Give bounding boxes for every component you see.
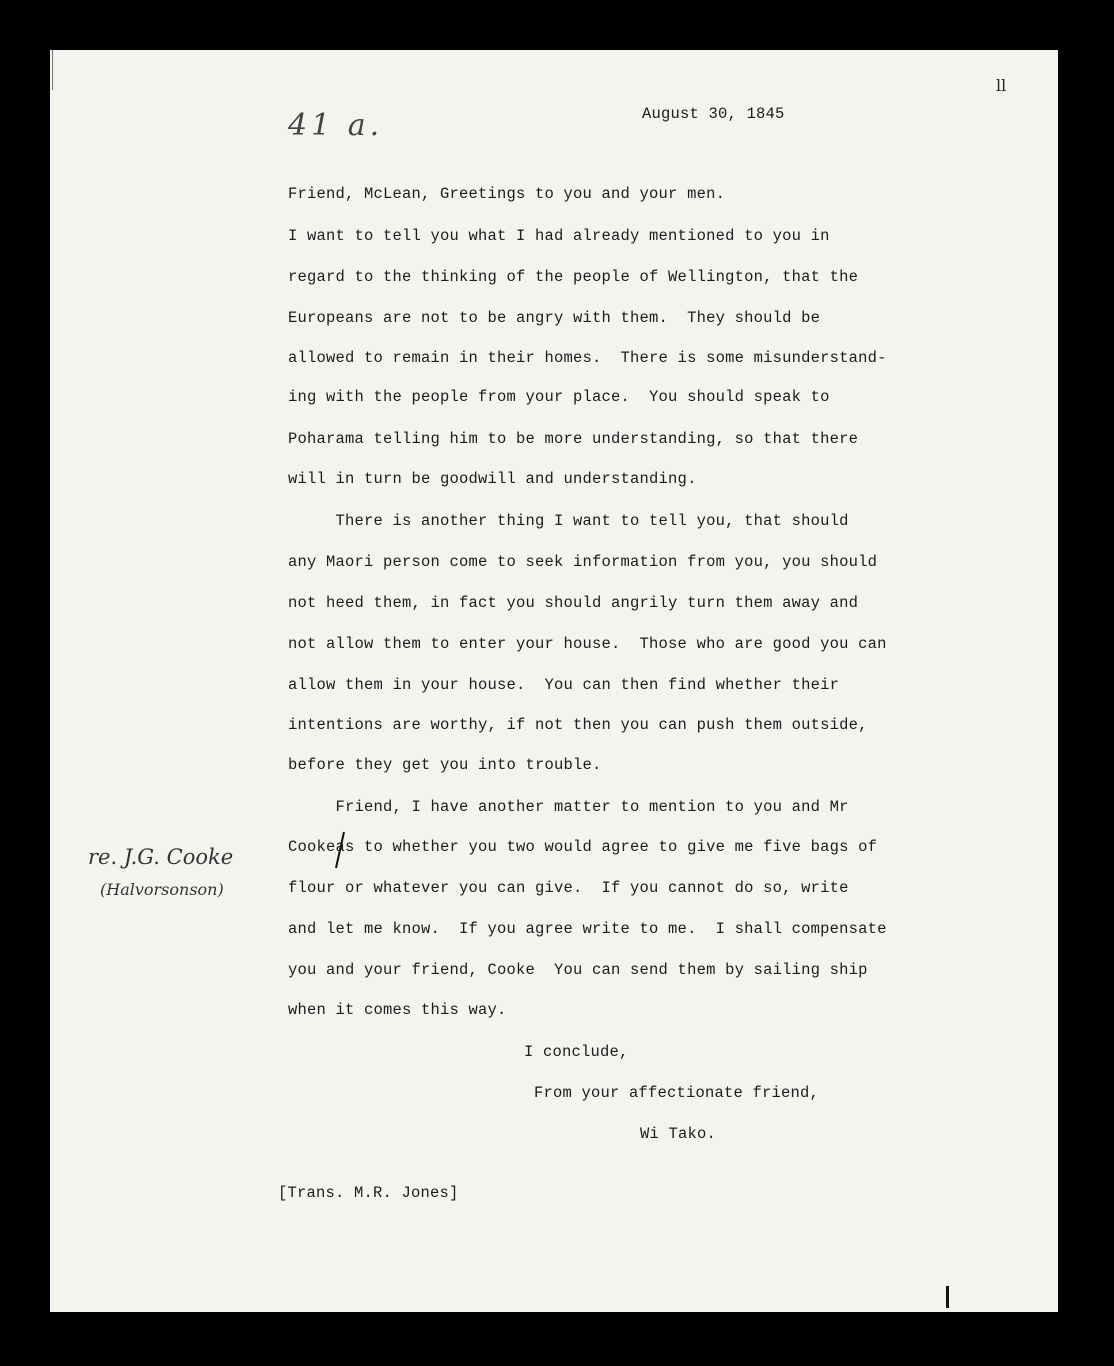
letter-date: August 30, 1845 (642, 105, 785, 123)
text-line: Poharama telling him to be more understanding, so that there (288, 430, 859, 448)
text-line: regard to the thinking of the people of Wellington, that the (288, 268, 859, 286)
text-line: I want to tell you what I had already mentioned to you in (288, 227, 830, 245)
document-page (50, 50, 1058, 1312)
salutation: Friend, McLean, Greetings to you and your men. (288, 185, 726, 203)
text-line: when it comes this way. (288, 1001, 507, 1019)
text-line: and let me know. If you agree write to me. I shall compensate (288, 920, 887, 938)
text-line: not allow them to enter your house. Those who are good you can (288, 635, 887, 653)
margin-note-line1: re. J.G. Cooke (88, 845, 234, 869)
text-line: ing with the people from your place. You should speak to (288, 388, 830, 406)
text-line: before they get you into trouble. (288, 756, 602, 774)
text-line: Europeans are not to be angry with them. They should be (288, 309, 821, 327)
closing-line: From your affectionate friend, (534, 1084, 820, 1102)
corner-mark: ll (996, 76, 1007, 95)
strike-mark-icon (330, 830, 350, 870)
text-line: any Maori person come to seek information from you, you should (288, 553, 878, 571)
text-line: Cookeas to whether you two would agree to give me five bags of (288, 838, 878, 856)
margin-tick (52, 50, 53, 90)
text-line: flour or whatever you can give. If you cannot do so, write (288, 879, 849, 897)
text-line: allow them in your house. You can then find whether their (288, 676, 840, 694)
margin-tick (946, 1286, 949, 1308)
text-line: intentions are worthy, if not then you can push them outside, (288, 716, 868, 734)
folio-annotation: 41 a. (288, 108, 384, 143)
text-line: will in turn be goodwill and understanding. (288, 470, 697, 488)
text-line: There is another thing I want to tell you, that should (288, 512, 849, 530)
text-line: you and your friend, Cooke You can send them by sailing ship (288, 961, 868, 979)
closing-line: I conclude, (524, 1043, 629, 1061)
margin-note-line2: (Halvorsonson) (100, 880, 224, 899)
signature-name: Wi Tako. (640, 1125, 717, 1143)
text-line: not heed them, in fact you should angrily turn them away and (288, 594, 859, 612)
text-line: Friend, I have another matter to mention to you and Mr (288, 798, 849, 816)
translator-note: [Trans. M.R. Jones] (278, 1184, 459, 1202)
text-line: allowed to remain in their homes. There is some misunderstand- (288, 349, 887, 367)
